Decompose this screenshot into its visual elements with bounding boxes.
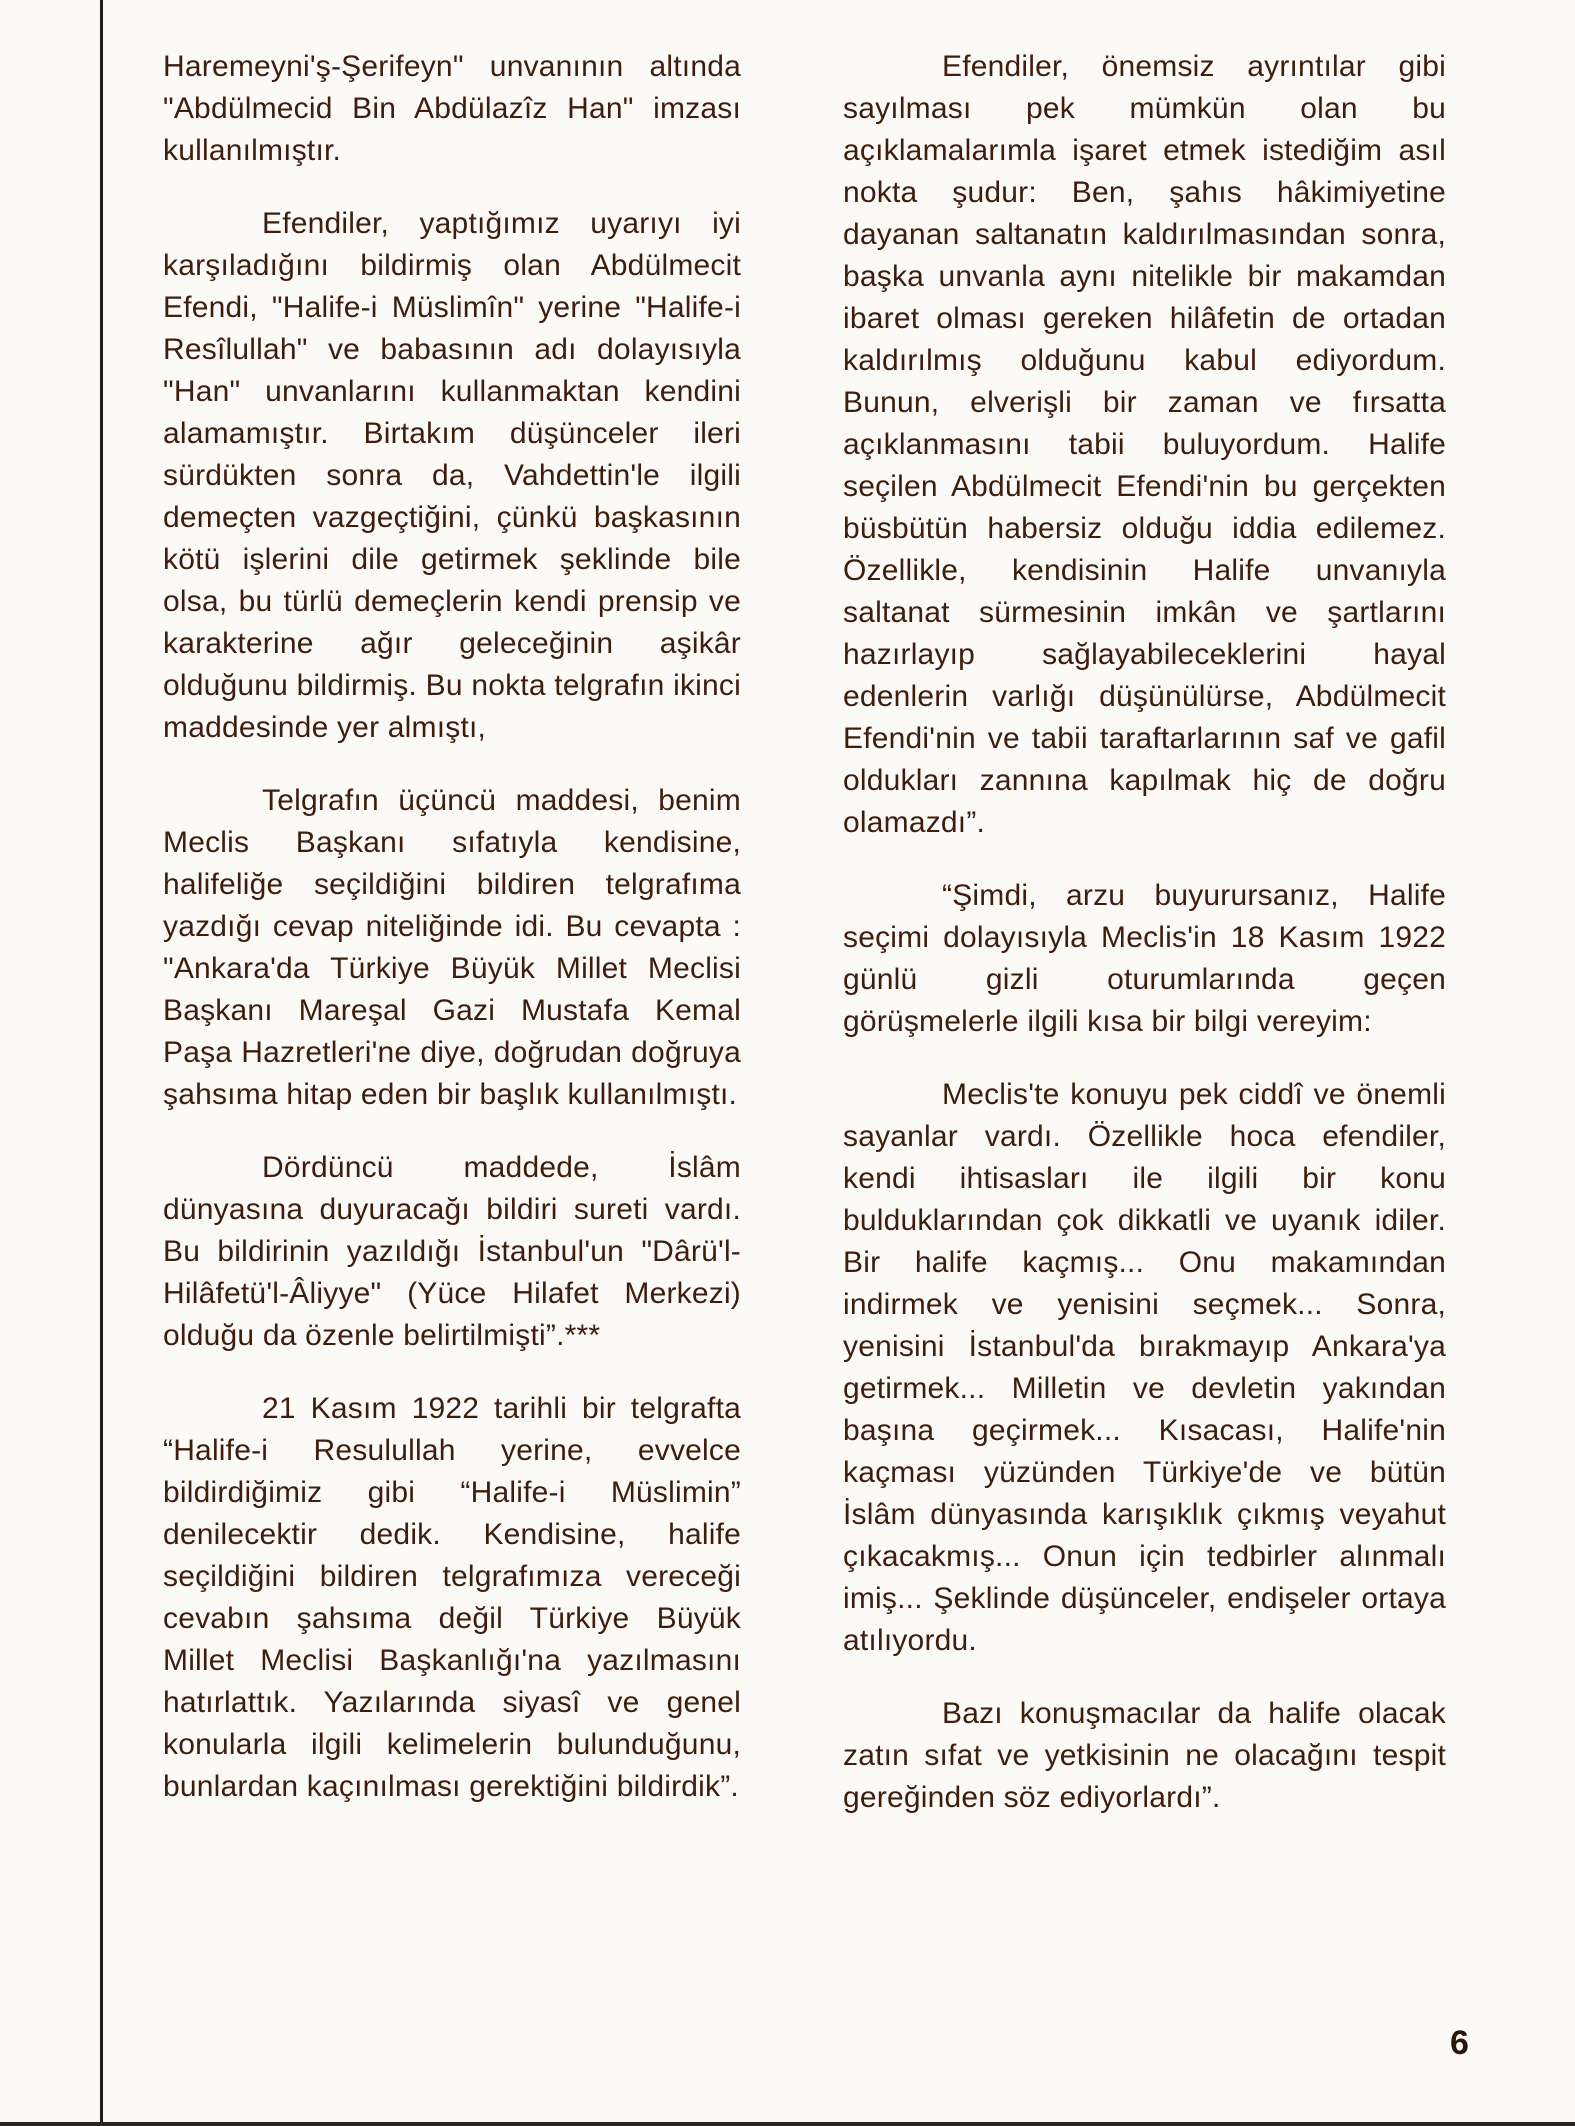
paragraph: Bazı konuşmacılar da halife olacak zatın sıfat ve yetkisinin ne olacağını tespit gereğinden söz ediyorlardı”. — [843, 1697, 1446, 1814]
scan-edge-bottom — [0, 2122, 1575, 2126]
paragraph: Dördüncü maddede, İslâm dünyasına duyuracağı bildiri sureti vardı. Bu bildirinin yazıldığı İstanbul'un "Dârü'l-Hilâfetü'l-Âliyye" (Yüce Hilafet Merkezi) olduğu da özenle belirtilmişti”.*** — [163, 1151, 741, 1352]
paragraph: Efendiler, yaptığımız uyarıyı iyi karşıladığını bildirmiş olan Abdülmecit Efendi, "Halife-i Müslimîn" yerine "Halife-i Resîlullah" ve babasının adı dolayısıyla "Han" unvanlarını kullanmaktan kendini alamamıştır. Birtakım düşünceler ileri sürdükten sonra da, Vahdettin'le ilgili demeçten vazgeçtiğini, çünkü başkasının kötü işlerini dile getirmek şeklinde bile olsa, bu türlü demeçlerin kendi prensip ve karakterine ağır geleceğinin aşikâr olduğunu bildirmiş. Bu nokta telgrafın ikinci maddesinde yer almıştı, — [163, 207, 741, 744]
paragraph: 21 Kasım 1922 tarihli bir telgrafta “Halife-i Resulullah yerine, evvelce bildirdiğimiz gibi “Halife-i Müslimin” denilecektir dedik. Kendisine, halife seçildiğini bildiren telgrafımıza vereceği cevabın şahsıma değil Türkiye Büyük Millet Meclisi Başkanlığı'na yazılmasını hatırlattık. Yazılarında siyasî ve genel konularla ilgili kelimelerin bulunduğunu, bunlardan kaçınılması gerektiğini bildirdik”. — [163, 1392, 741, 1803]
paragraph: Meclis'te konuyu pek ciddî ve önemli sayanlar vardı. Özellikle hoca efendiler, kendi ihtisasları ile ilgili bir konu bulduklarından çok dikkatli ve uyanık idiler. Bir halife kaçmış... Onu makamından indirmek ve yenisini seçmek... Sonra, yenisini İstanbul'da bırakmayıp Ankara'ya getirmek... Milletin ve devletin yakından başına geçirmek... Kısacası, Halife'nin kaçması yüzünden Türkiye'de ve bütün İslâm dünyasında karışıklık çıkmış veyahut çıkacakmış... Onun için tedbirler alınmalı imiş... Şeklinde düşünceler, endişeler ortaya atılıyordu. — [843, 1078, 1446, 1657]
paragraph: “Şimdi, arzu buyurursanız, Halife seçimi dolayısıyla Meclis'in 18 Kasım 1922 günlü gizli oturumlarında geçen görüşmelerle ilgili kısa bir bilgi vereyim: — [843, 879, 1446, 1038]
right-column — [843, 46, 1446, 1850]
left-column — [163, 46, 741, 1839]
paragraph-continuation: Haremeyni'ş-Şerifeyn" unvanının altında "Abdülmecid Bin Abdülazîz Han" imzası kullanılmıştır. — [163, 50, 741, 167]
paragraph: Telgrafın üçüncü maddesi, benim Meclis Başkanı sıfatıyla kendisine, halifeliğe seçildiğini bildiren telgrafıma yazdığı cevap niteliğinde idi. Bu cevapta : "Ankara'da Türkiye Büyük Millet Meclisi Başkanı Mareşal Gazi Mustafa Kemal Paşa Hazretleri'ne diye, doğrudan doğruya şahsıma hitap eden bir başlık kullanılmıştı. — [163, 784, 741, 1111]
scan-edge-left — [100, 0, 103, 2126]
page-number: 6 — [1450, 2024, 1469, 2062]
paragraph: Efendiler, önemsiz ayrıntılar gibi sayılması pek mümkün olan bu açıklamalarımla işaret etmek istediğim asıl nokta şudur: Ben, şahıs hâkimiyetine dayanan saltanatın kaldırılmasından sonra, başka unvanla aynı nitelikle bir makamdan ibaret olması gereken hilâfetin de ortadan kaldırılmış olduğunu kabul ediyordum. Bunun, elverişli bir zaman ve fırsatta açıklanmasını tabii buluyordum. Halife seçilen Abdülmecit Efendi'nin bu gerçekten büsbütün habersiz olduğu iddia edilemez. Özellikle, kendisinin Halife unvanıyla saltanat sürmesinin imkân ve şartlarını hazırlayıp sağlayabileceklerini hayal edenlerin varlığı düşünülürse, Abdülmecit Efendi'nin ve tabii taraftarlarının saf ve gafil oldukları zannına kapılmak hiç de doğru olamazdı”. — [843, 50, 1446, 839]
